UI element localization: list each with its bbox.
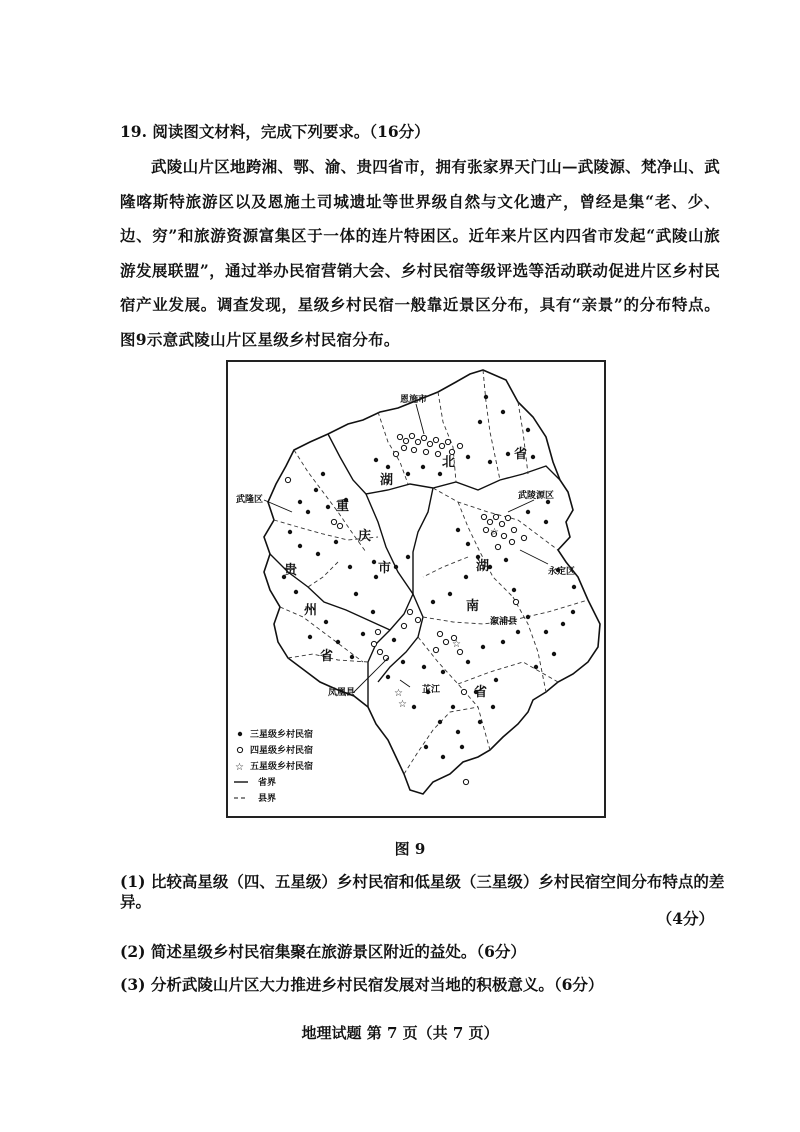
legend-three-star: 三星级乡村民宿 <box>250 730 314 740</box>
sub-question-1: (1) 比较高星级（四、五星级）乡村民宿和低星级（三星级）乡村民宿空间分布特点的差异。 <box>120 872 725 911</box>
prov-chongqing-3: 市 <box>378 561 392 576</box>
legend-five-star-symbol: ☆ <box>235 762 244 773</box>
label-enshi: 恩施市 <box>400 395 428 405</box>
label-wulingyuan: 武陵源区 <box>518 491 555 501</box>
question-intro: 武陵山片区地跨湘、鄂、渝、贵四省市，拥有张家界天门山—武陵源、梵净山、武隆喀斯特旅游区以及恩施土司城遗址等世界级自然与文化遗产，曾经是集“老、少、边、穷”和旅游资源富集区于一体的连片特困区。近年来片区内四省市发起“武陵山旅游发展联盟”，通过举办民宿营销大会、乡村民宿等级评选等活动联动促进片区乡村民宿产业发展。调查发现，星级乡村民宿一般靠近景区分布，具有“亲景”的分布特点。图9示意武陵山片区星级乡村民宿分布。 <box>120 157 720 349</box>
label-wulong: 武隆区 <box>236 495 264 505</box>
label-zhijiang: 芷江 <box>422 685 441 695</box>
prov-hubei-3: 省 <box>514 447 528 462</box>
prov-guizhou-2: 州 <box>304 603 318 618</box>
prov-hubei-1: 湖 <box>380 473 394 488</box>
prov-chongqing-1: 重 <box>336 499 350 514</box>
prov-chongqing-2: 庆 <box>358 529 372 544</box>
sub-question-2: (2) 简述星级乡村民宿集聚在旅游景区附近的益处。（6分） <box>120 942 526 961</box>
label-fenghuang: 凤凰县 <box>328 688 356 698</box>
prov-guizhou-3: 省 <box>320 649 334 664</box>
label-xupu: 溆浦县 <box>490 617 518 627</box>
svg-text:☆: ☆ <box>490 527 499 538</box>
five-star-homestays <box>394 527 499 710</box>
province-border-chongqing <box>366 494 413 707</box>
sub-question-3: (3) 分析武陵山片区大力推进乡村民宿发展对当地的积极意义。（6分） <box>120 975 604 994</box>
prov-hubei-2: 北 <box>442 455 456 470</box>
figure-9-map <box>226 360 606 818</box>
prov-guizhou-1: 贵 <box>284 563 298 578</box>
prov-hunan-3: 省 <box>474 685 488 700</box>
svg-text:☆: ☆ <box>394 688 403 699</box>
legend-five-star: 五星级乡村民宿 <box>250 762 314 772</box>
map-svg <box>228 362 604 816</box>
three-star-homestays <box>282 395 576 759</box>
legend-four-star: 四星级乡村民宿 <box>250 746 314 756</box>
sub-question-1-score: （4分） <box>656 909 714 928</box>
figure-caption: 图 9 <box>394 840 426 858</box>
legend-four-star-symbol <box>237 747 242 752</box>
prov-hunan-2: 南 <box>466 599 480 614</box>
svg-text:☆: ☆ <box>452 639 461 650</box>
legend-three-star-symbol <box>238 732 242 736</box>
legend-province-border: 省界 <box>258 778 277 788</box>
question-title: 19. 阅读图文材料，完成下列要求。（16分） <box>120 122 430 141</box>
map-legend <box>234 728 313 804</box>
province-border-hunan <box>378 488 433 682</box>
prov-hunan-1: 湖 <box>476 559 490 574</box>
label-yongding: 永定区 <box>548 567 576 577</box>
region-outline <box>264 370 600 794</box>
svg-text:☆: ☆ <box>398 699 407 710</box>
page-footer: 地理试题 第 7 页（共 7 页） <box>301 1024 499 1042</box>
legend-county-border: 县界 <box>258 794 277 804</box>
